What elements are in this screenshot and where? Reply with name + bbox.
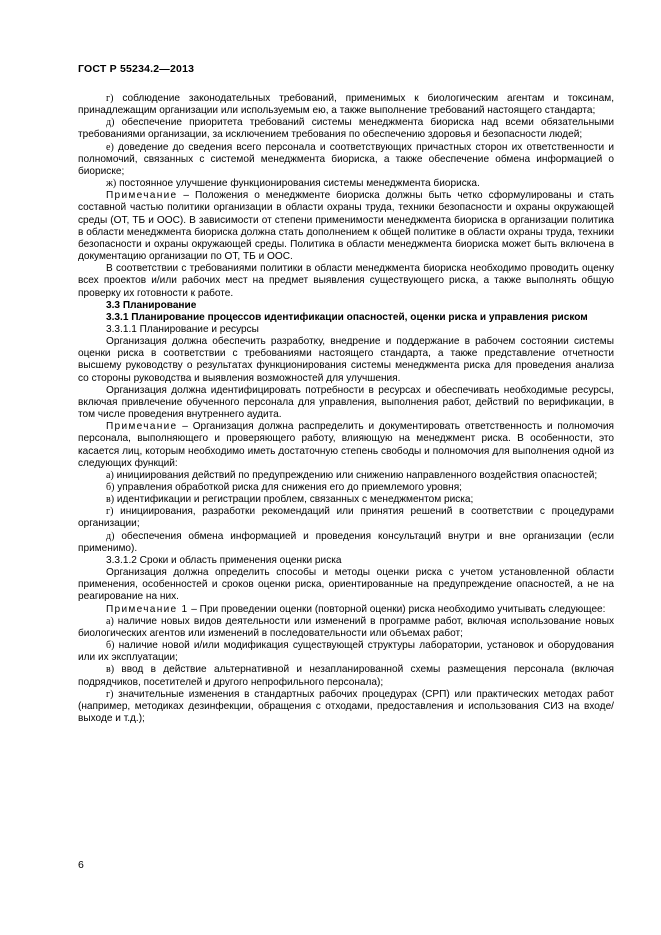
clause-heading: 3.3.1.1 Планирование и ресурсы	[106, 323, 259, 335]
paragraph: Организация должна обеспечить разработку, внедрение и поддержание в рабочем состоянии системы оценки риска в соответствии с требованиями настоящего стандарта, а также представление отчетности высшему руководству о результатах функционирования системы менеджмента риска для проведения анализа со стороны руководства и выявления возможностей для улучшения.	[78, 336, 614, 384]
page-number: 6	[78, 859, 84, 871]
list-marker: ж)	[106, 178, 117, 190]
list-marker: в)	[106, 664, 115, 676]
paragraph-text: – Положения о менеджменте биориска должны быть четко сформулированы и стать составной частью политики организации в области охраны труда, техники безопасности и охраны окружающей среды (ОТ, ТБ и ООС). В зависимости от степени применимости менеджмента биориска в организации политика в области менеджмента биориска должна стать дополнением к общей политике в области охраны труда, техники безопасности и охраны окружающей среды. Политика в области менеджмента биориска может быть включена в документацию организации по ОТ, ТБ и ООС.	[78, 190, 614, 263]
note-paragraph	[78, 190, 614, 263]
section-heading: 3.3 Планирование	[106, 299, 197, 311]
list-item	[78, 117, 614, 141]
list-marker: е)	[106, 141, 114, 153]
paragraph-text: управления обработкой риска для снижения его до приемлемого уровня;	[117, 482, 462, 493]
document-body	[78, 93, 614, 725]
paragraph-text: ввод в действие альтернативной и незапланированной схемы размещения персонала (включая подрядчиков, посетителей и другого непрофильного персонала);	[78, 664, 614, 688]
note-paragraph	[78, 604, 614, 616]
list-item	[78, 664, 614, 688]
paragraph-text: – Организация должна распределить и документировать ответственность и полномочия персонала, выполняющего и проверяющего работу, влияющую на менеджмент риска. В особенности, это касается лиц, которым необходимо иметь достаточную степень свободы и полномочия для выполнения одной из следующих функций:	[78, 421, 614, 469]
paragraph-text: инициирования, разработки рекомендаций или принятия решений в соответствии с процедурами организации;	[78, 506, 614, 530]
subsection-heading: 3.3.1 Планирование процессов идентификации опасностей, оценки риска и управления риском	[106, 311, 588, 323]
list-marker: д)	[106, 117, 115, 129]
paragraph: Организация должна идентифицировать потребности в ресурсах и обеспечивать необходимые ресурсы, включая привлечение обученного персонала для управления, выполнения работ, действий по верификации, в том числе проведения внутреннего аудита.	[78, 384, 614, 421]
list-item	[78, 470, 614, 482]
paragraph: Организация должна определить способы и методы оценки риска с учетом установленной области применения, особенностей и сроков оценки риска, ориентированные на предупреждение опасностей, а не на реагирование на них.	[78, 567, 614, 603]
paragraph-text: постоянное улучшение функционирования системы менеджмента биориска.	[119, 178, 480, 190]
paragraph-text: обеспечения обмена информацией и проведения консультаций внутри и вне организации (если применимо).	[78, 530, 614, 554]
note-label: Примечание 1	[106, 603, 189, 615]
paragraph-text: – При проведении оценки (повторной оценки) риска необходимо учитывать следующее:	[191, 603, 606, 615]
note-label: Примечание	[106, 190, 178, 202]
list-marker: в)	[106, 494, 115, 506]
list-item	[78, 640, 614, 664]
list-marker: г)	[106, 93, 114, 104]
paragraph-text: соблюдение законодательных требований, применимых к биологическим агентам и токсинам, принадлежащим организации или используемым ею, а также выполнение требований настоящего стандарта;	[78, 93, 615, 117]
paragraph-text: наличие новых видов деятельности или изменений в программе работ, включая использование новых биологических агентов или изменений в последовательности или объемах работ;	[78, 615, 614, 639]
note-label: Примечание	[106, 421, 178, 433]
paragraph-text: наличие новой и/или модификация существующей структуры лаборатории, установок и оборудования или их эксплуатации;	[78, 640, 614, 664]
paragraph-text: значительные изменения в стандартных рабочих процедурах (СРП) или практических методах работ (например, методиках дезинфекции, обращения с отходами, предоставления и использования СИЗ на входе/выходе и т.д.);	[78, 688, 614, 724]
list-item	[78, 93, 614, 117]
paragraph-text: инициирования действий по предупреждению или снижению направленного воздействия опасностей;	[116, 469, 598, 481]
list-marker: а)	[106, 615, 114, 627]
paragraph-text: доведение до сведения всего персонала и соответствующих причастных сторон их ответственности и полномочий, связанных с системой менеджмента биориска, а также обеспечение обмена информацией о биориске;	[78, 141, 614, 177]
paragraph-text: обеспечение приоритета требований системы менеджмента биориска над всеми обязательными требованиями организации, за исключением требования по обеспечению здоровья и безопасности людей;	[78, 117, 614, 141]
clause-heading: 3.3.1.2 Сроки и область применения оценки риска	[106, 554, 342, 566]
list-marker: а)	[106, 469, 114, 481]
list-marker: д)	[106, 530, 115, 542]
list-item	[78, 142, 614, 178]
list-item	[78, 178, 614, 190]
list-item	[78, 616, 614, 640]
paragraph: В соответствии с требованиями политики в области менеджмента биориска необходимо проводить оценку всех проектов и/или рабочих мест на предмет выявления существующего риска, а также выполнять общую проверку их готовности к работе.	[78, 263, 614, 299]
list-item	[78, 494, 614, 506]
note-paragraph	[78, 421, 614, 470]
list-marker: г)	[106, 688, 114, 700]
list-item	[78, 482, 614, 494]
list-item	[78, 506, 614, 530]
document-header: ГОСТ Р 55234.2—2013	[78, 63, 195, 75]
list-item	[78, 689, 614, 725]
paragraph-text: идентификации и регистрации проблем, связанных с менеджментом риска;	[116, 494, 474, 506]
list-marker: г)	[106, 506, 114, 518]
list-marker: б)	[106, 640, 115, 652]
list-marker: б)	[106, 482, 115, 493]
list-item	[78, 531, 614, 555]
